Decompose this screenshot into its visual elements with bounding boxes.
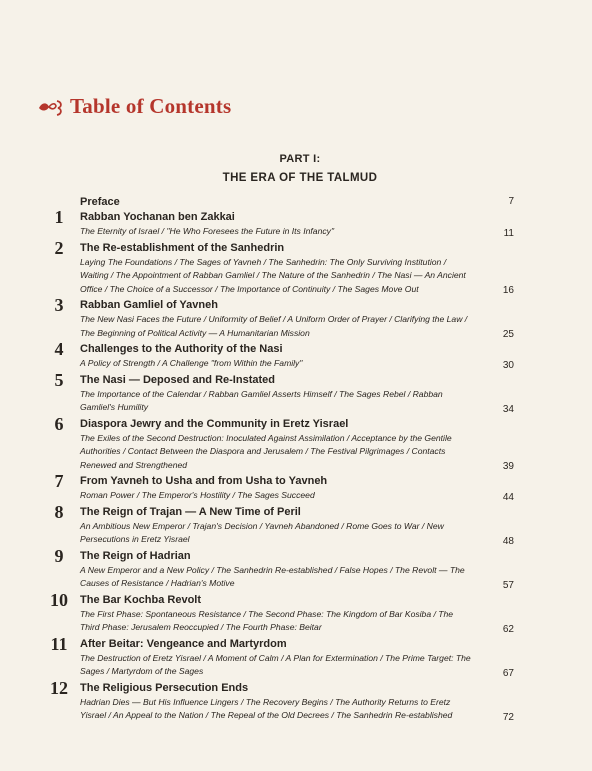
toc-entry-chapter-3[interactable] (40, 295, 516, 340)
page-number: 11 (503, 227, 514, 239)
chapter-title: After Beitar: Vengeance and Martyrdom (80, 637, 287, 650)
chapter-title: Rabban Yochanan ben Zakkai (80, 211, 235, 223)
chapter-title: Preface (80, 196, 120, 208)
part-label: PART I: (279, 153, 321, 165)
toc-entry-chapter-6[interactable] (40, 413, 516, 473)
chapter-number: 3 (54, 295, 64, 315)
toc-entry-chapter-9[interactable] (40, 545, 516, 591)
page-number: 39 (502, 461, 514, 472)
part-name: THE ERA OF THE TALMUD (222, 172, 378, 184)
chapter-number: 6 (54, 413, 64, 434)
chapter-number: 7 (54, 471, 64, 491)
toc-entry-chapter-11[interactable] (40, 633, 516, 679)
toc-entry-chapter-10[interactable] (40, 589, 516, 635)
chapter-description: The Importance of the Calendar / Rabban Gamliel Asserts Himself / The Sages Rebel / Rabban Gamliel's Humility (80, 388, 443, 412)
chapter-number: 12 (50, 677, 68, 698)
chapter-title: Diaspora Jewry and the Community in Eretz Yisrael (80, 417, 349, 430)
chapter-number: 10 (50, 589, 68, 610)
toc-entry-chapter-5[interactable] (40, 369, 516, 415)
chapter-title: The Reign of Trajan — A New Time of Peril (80, 505, 301, 518)
floral-ornament-icon (36, 97, 66, 117)
toc-entry-chapter-12[interactable] (40, 677, 516, 723)
chapter-description: An Ambitious New Emperor / Trajan's Decision / Yavneh Abandoned / Rome Goes to War / New Persecutions in Eretz Yisrael (80, 520, 444, 544)
chapter-title: The Re-establishment of the Sanhedrin (80, 241, 285, 254)
chapter-description: The Destruction of Eretz Yisrael / A Moment of Calm / A Plan for Extermination / The Prime Target: The Sages / Martyrdom of the Sages (80, 652, 471, 676)
page-number: 7 (508, 196, 514, 207)
page-number: 30 (502, 359, 514, 371)
chapter-title: The Bar Kochba Revolt (80, 593, 202, 606)
page-number: 62 (502, 623, 514, 635)
chapter-title: The Nasi — Deposed and Re-Instated (80, 373, 275, 386)
toc-list (40, 195, 516, 723)
chapter-title: The Religious Persecution Ends (80, 681, 249, 694)
toc-entry-preface[interactable] (40, 195, 516, 210)
chapter-description: The First Phase: Spontaneous Resistance / The Second Phase: The Kingdom of Bar Kosiba / The Third Phase: Jerusalem Reoccupied / The Fourth Phase: Beitar (80, 608, 454, 632)
chapter-description: The Eternity of Israel / "He Who Foresees the Future in Its Infancy" (80, 226, 334, 236)
chapter-number: 11 (50, 633, 68, 654)
chapter-description: The New Nasi Faces the Future / Uniformity of Belief / A Uniform Order of Prayer / Clarifying the Law / The Beginning of Political Activity — A Humanitarian Mission (80, 314, 468, 338)
toc-entry-chapter-2[interactable] (40, 237, 516, 297)
part-heading (180, 153, 420, 184)
page-number: 48 (502, 535, 514, 547)
page-number: 67 (502, 667, 514, 679)
chapter-description: A Policy of Strength / A Challenge "from Within the Family" (80, 358, 303, 368)
chapter-title: Challenges to the Authority of the Nasi (80, 343, 283, 355)
chapter-description: Roman Power / The Emperor's Hostility / The Sages Succeed (80, 490, 315, 500)
toc-entry-chapter-1[interactable] (40, 207, 516, 239)
page-title: Table of Contents (70, 94, 232, 118)
toc-entry-chapter-7[interactable] (40, 471, 516, 503)
chapter-description: Hadrian Dies — But His Influence Lingers / The Recovery Begins / The Authority Returns to Eretz Yisrael / An Appeal to the Nation / The Repeal of the Old Decrees / The Sanhedrin Re-established (80, 696, 453, 720)
chapter-number: 2 (54, 237, 64, 258)
chapter-description: The Exiles of the Second Destruction: Inoculated Against Assimilation / Acceptance by the Gentile Authorities / Contact Between the Diaspora and Jerusalem / The Festival Pilgrimages / Contacts Renewed and Strengthened (80, 432, 452, 470)
page-number: 16 (502, 285, 514, 296)
toc-entry-chapter-8[interactable] (40, 501, 516, 547)
chapter-description: A New Emperor and a New Policy / The Sanhedrin Re-established / False Hopes / The Revolt — The Causes of Resistance / Hadrian's Motive (80, 564, 465, 588)
chapter-title: Rabban Gamliel of Yavneh (80, 299, 218, 311)
chapter-title: The Reign of Hadrian (80, 549, 191, 562)
chapter-description: Laying The Foundations / The Sages of Yavneh / The Sanhedrin: The Only Surviving Institution / Waiting / The Appointment of Rabban Gamliel / The Nature of the Sanhedrin / The Nasi — An Ancient Office / The Choice of a Successor / The Importance of Continuity / The Sages Move Out (80, 256, 466, 294)
chapter-number: 1 (54, 207, 64, 227)
chapter-title: From Yavneh to Usha and from Usha to Yavneh (80, 475, 328, 487)
chapter-number: 9 (54, 545, 64, 566)
chapter-number: 8 (54, 501, 64, 522)
chapter-number: 5 (54, 369, 64, 390)
page-number: 34 (502, 403, 514, 415)
toc-entry-chapter-4[interactable] (40, 339, 516, 371)
page-number: 57 (502, 579, 514, 591)
toc-heading (36, 94, 231, 119)
page-number: 44 (502, 491, 514, 503)
page-number: 72 (502, 711, 514, 723)
page-number: 25 (502, 329, 514, 340)
chapter-number: 4 (54, 339, 64, 359)
